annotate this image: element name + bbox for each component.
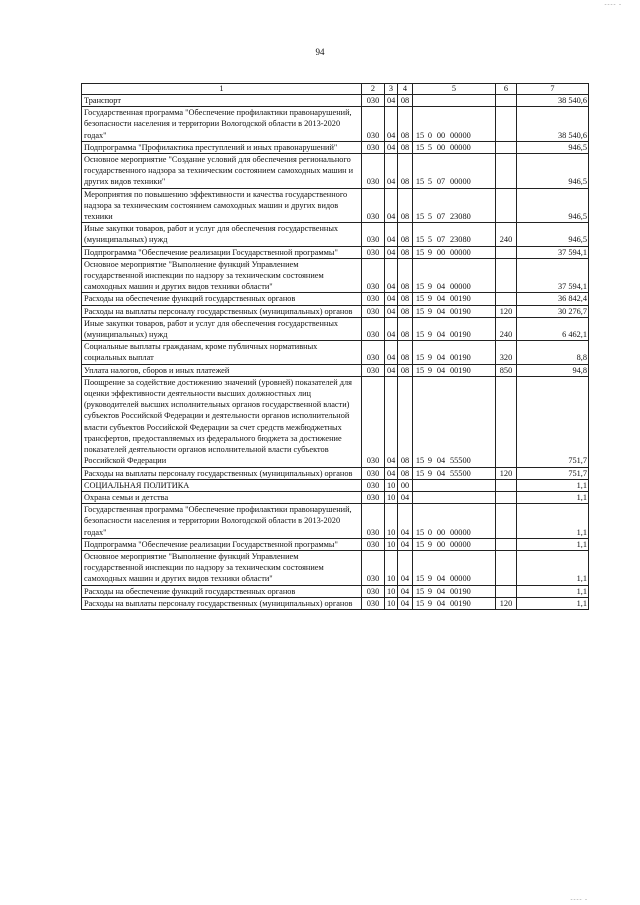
row-section-code: 10 [385,538,398,550]
row-name: Подпрограмма "Обеспечение реализации Государственной программы" [82,538,362,550]
row-expense-type [496,258,517,293]
target-code-part: 9 [427,586,433,596]
target-code-part: 15 [415,330,425,340]
table-row [82,341,589,364]
target-code-part: 15 [415,177,425,187]
row-ministry-code: 030 [362,223,385,246]
row-section-code: 10 [385,550,398,585]
target-code-part: 00190 [450,598,471,608]
target-code-part: 5 [427,142,433,152]
row-subsection-code: 08 [398,293,413,305]
table-row [82,154,589,189]
row-subsection-code: 08 [398,141,413,153]
row-ministry-code: 030 [362,305,385,317]
row-name: Социальные выплаты гражданам, кроме публичных нормативных социальных выплат [82,341,362,364]
target-code-part: 15 [415,353,425,363]
row-target-code [413,107,496,142]
target-code-part: 55500 [450,456,471,466]
row-target-code [413,258,496,293]
table-row [82,258,589,293]
table-row [82,305,589,317]
row-ministry-code: 030 [362,188,385,223]
target-code-part: 15 [415,247,425,257]
row-subsection-code: 04 [398,504,413,539]
target-code-part: 00 [436,527,446,537]
target-code-part: 00 [436,247,446,257]
row-amount: 751,7 [517,467,589,479]
row-expense-type [496,585,517,597]
row-expense-type: 240 [496,317,517,340]
row-name: Охрана семьи и детства [82,491,362,503]
row-ministry-code: 030 [362,246,385,258]
row-expense-type [496,246,517,258]
table-row [82,317,589,340]
target-code-part: 15 [415,539,425,549]
corner-mark: ‑‑‑‑ ‑ [570,897,588,903]
row-expense-type [496,95,517,107]
table-row [82,223,589,246]
target-code-part: 9 [427,456,433,466]
row-ministry-code: 030 [362,364,385,376]
row-target-code [413,188,496,223]
row-amount: 8,8 [517,341,589,364]
budget-table [81,83,589,610]
row-ministry-code: 030 [362,141,385,153]
row-name: Иные закупки товаров, работ и услуг для обеспечения государственных (муниципальных) нужд [82,223,362,246]
target-code-part: 9 [427,330,433,340]
row-amount: 37 594,1 [517,258,589,293]
target-code-part: 23080 [450,235,471,245]
row-amount: 1,1 [517,504,589,539]
row-amount: 1,1 [517,538,589,550]
table-row [82,504,589,539]
target-code-part: 9 [427,282,433,292]
row-subsection-code: 08 [398,305,413,317]
table-row [82,491,589,503]
target-code-part: 9 [427,574,433,584]
row-ministry-code: 030 [362,597,385,609]
header-cell: 2 [362,84,385,95]
row-target-code [413,341,496,364]
row-name: Расходы на обеспечение функций государственных органов [82,293,362,305]
table-row [82,538,589,550]
row-expense-type: 240 [496,223,517,246]
row-ministry-code: 030 [362,550,385,585]
row-expense-type [496,141,517,153]
row-expense-type [496,491,517,503]
row-name: Иные закупки товаров, работ и услуг для обеспечения государственных (муниципальных) нужд [82,317,362,340]
row-amount: 94,8 [517,364,589,376]
header-cell: 1 [82,84,362,95]
row-subsection-code: 04 [398,538,413,550]
row-section-code: 10 [385,479,398,491]
row-amount: 1,1 [517,585,589,597]
target-code-part: 15 [415,282,425,292]
row-section-code: 10 [385,585,398,597]
row-expense-type [496,293,517,305]
target-code-part: 07 [436,212,446,222]
target-code-part: 07 [436,177,446,187]
row-amount: 38 540,6 [517,107,589,142]
target-code-part: 00000 [450,574,471,584]
target-code-part: 04 [436,330,446,340]
row-name: Расходы на обеспечение функций государственных органов [82,585,362,597]
header-cell: 3 [385,84,398,95]
target-code-part: 00190 [450,330,471,340]
target-code-part: 9 [427,306,433,316]
row-name: Мероприятия по повышению эффективности и качества государственного надзора за техническим состоянием самоходных машин и других видов техники [82,188,362,223]
target-code-part: 00190 [450,365,471,375]
row-name: Расходы на выплаты персоналу государственных (муниципальных) органов [82,467,362,479]
target-code-part: 5 [427,212,433,222]
row-target-code [413,141,496,153]
row-target-code [413,597,496,609]
row-section-code: 04 [385,317,398,340]
row-name: Уплата налогов, сборов и иных платежей [82,364,362,376]
row-subsection-code: 08 [398,341,413,364]
target-code-part: 0 [427,527,433,537]
row-amount: 751,7 [517,376,589,467]
row-subsection-code: 08 [398,246,413,258]
target-code-part: 00 [436,130,446,140]
target-code-part: 15 [415,456,425,466]
table-row [82,597,589,609]
row-subsection-code: 04 [398,597,413,609]
row-target-code [413,95,496,107]
target-code-part: 9 [427,539,433,549]
target-code-part: 00190 [450,353,471,363]
target-code-part: 15 [415,468,425,478]
target-code-part: 9 [427,294,433,304]
table-row [82,550,589,585]
target-code-part: 04 [436,574,446,584]
target-code-part: 04 [436,598,446,608]
table-header-row [82,84,589,95]
target-code-part: 15 [415,365,425,375]
row-subsection-code: 04 [398,585,413,597]
target-code-part: 00190 [450,294,471,304]
row-subsection-code: 08 [398,188,413,223]
row-target-code [413,364,496,376]
table-row [82,246,589,258]
row-section-code: 10 [385,491,398,503]
row-target-code [413,305,496,317]
row-name: Основное мероприятие "Выполнение функций Управлением государственной инспекции по надзору за техническим состоянием самоходных машин и других видов техники области" [82,258,362,293]
table-row [82,188,589,223]
target-code-part: 00 [436,142,446,152]
row-subsection-code: 08 [398,154,413,189]
row-target-code [413,246,496,258]
table-row [82,364,589,376]
row-target-code [413,317,496,340]
row-name: Транспорт [82,95,362,107]
row-target-code [413,223,496,246]
table-row [82,376,589,467]
row-target-code [413,376,496,467]
row-section-code: 04 [385,293,398,305]
row-section-code: 04 [385,141,398,153]
row-subsection-code: 08 [398,376,413,467]
row-amount: 6 462,1 [517,317,589,340]
row-section-code: 04 [385,95,398,107]
row-expense-type [496,538,517,550]
target-code-part: 5 [427,177,433,187]
row-section-code: 10 [385,597,398,609]
row-amount: 37 594,1 [517,246,589,258]
row-section-code: 04 [385,305,398,317]
row-expense-type: 320 [496,341,517,364]
row-name: Основное мероприятие "Выполнение функций Управлением государственной инспекции по надзору за техническим состоянием самоходных машин и других видов техники области" [82,550,362,585]
row-subsection-code: 08 [398,317,413,340]
row-ministry-code: 030 [362,293,385,305]
row-section-code: 04 [385,376,398,467]
target-code-part: 9 [427,598,433,608]
target-code-part: 04 [436,365,446,375]
table-row [82,107,589,142]
row-target-code [413,538,496,550]
row-ministry-code: 030 [362,538,385,550]
corner-mark: ‑‑‑‑ ‑ [604,2,622,8]
target-code-part: 15 [415,586,425,596]
row-amount: 38 540,6 [517,95,589,107]
row-amount: 946,5 [517,223,589,246]
table-row [82,479,589,491]
row-section-code: 04 [385,341,398,364]
table-row [82,293,589,305]
row-subsection-code: 00 [398,479,413,491]
row-ministry-code: 030 [362,107,385,142]
row-expense-type [496,550,517,585]
row-amount: 30 276,7 [517,305,589,317]
row-name: Государственная программа "Обеспечение профилактики правонарушений, безопасности населения и территории Вологодской области в 2013-2020 годах" [82,504,362,539]
page-number: 94 [315,47,325,57]
target-code-part: 00190 [450,586,471,596]
row-ministry-code: 030 [362,95,385,107]
row-subsection-code: 08 [398,467,413,479]
target-code-part: 15 [415,306,425,316]
target-code-part: 04 [436,294,446,304]
target-code-part: 00000 [450,527,471,537]
row-expense-type [496,107,517,142]
target-code-part: 00000 [450,130,471,140]
target-code-part: 15 [415,235,425,245]
row-target-code [413,504,496,539]
row-section-code: 04 [385,246,398,258]
row-target-code [413,467,496,479]
target-code-part: 0 [427,130,433,140]
target-code-part: 00000 [450,247,471,257]
row-expense-type: 120 [496,597,517,609]
row-amount: 1,1 [517,550,589,585]
target-code-part: 15 [415,142,425,152]
header-cell: 5 [413,84,496,95]
row-name: Подпрограмма "Обеспечение реализации Государственной программы" [82,246,362,258]
target-code-part: 15 [415,212,425,222]
row-ministry-code: 030 [362,341,385,364]
row-expense-type [496,504,517,539]
target-code-part: 00000 [450,142,471,152]
row-subsection-code: 08 [398,107,413,142]
row-ministry-code: 030 [362,479,385,491]
target-code-part: 9 [427,353,433,363]
row-section-code: 04 [385,258,398,293]
target-code-part: 9 [427,365,433,375]
target-code-part: 15 [415,598,425,608]
target-code-part: 55500 [450,468,471,478]
target-code-part: 9 [427,247,433,257]
row-expense-type [496,188,517,223]
header-cell: 6 [496,84,517,95]
row-target-code [413,293,496,305]
row-amount: 946,5 [517,154,589,189]
row-section-code: 04 [385,107,398,142]
row-target-code [413,585,496,597]
row-expense-type: 120 [496,467,517,479]
row-ministry-code: 030 [362,585,385,597]
header-cell: 4 [398,84,413,95]
row-subsection-code: 08 [398,364,413,376]
row-ministry-code: 030 [362,376,385,467]
row-ministry-code: 030 [362,491,385,503]
row-expense-type: 850 [496,364,517,376]
row-name: Расходы на выплаты персоналу государственных (муниципальных) органов [82,305,362,317]
row-amount: 36 842,4 [517,293,589,305]
target-code-part: 00 [436,539,446,549]
row-ministry-code: 030 [362,154,385,189]
table-row [82,467,589,479]
target-code-part: 04 [436,468,446,478]
table-row [82,585,589,597]
row-subsection-code: 08 [398,95,413,107]
row-section-code: 04 [385,467,398,479]
target-code-part: 00000 [450,539,471,549]
row-name: Расходы на выплаты персоналу государственных (муниципальных) органов [82,597,362,609]
row-subsection-code: 04 [398,491,413,503]
target-code-part: 07 [436,235,446,245]
target-code-part: 04 [436,353,446,363]
row-subsection-code: 04 [398,550,413,585]
row-section-code: 04 [385,188,398,223]
target-code-part: 23080 [450,212,471,222]
row-amount: 946,5 [517,188,589,223]
row-expense-type [496,154,517,189]
target-code-part: 00190 [450,306,471,316]
row-amount: 1,1 [517,491,589,503]
target-code-part: 04 [436,306,446,316]
target-code-part: 04 [436,586,446,596]
row-expense-type [496,376,517,467]
row-target-code [413,491,496,503]
row-name: Основное мероприятие "Создание условий для обеспечения регионального государственного надзора за техническим состоянием самоходных машин и других видов техники" [82,154,362,189]
row-amount: 1,1 [517,597,589,609]
row-section-code: 10 [385,504,398,539]
row-name: Подпрограмма "Профилактика преступлений и иных правонарушений" [82,141,362,153]
row-ministry-code: 030 [362,317,385,340]
table-row [82,141,589,153]
target-code-part: 15 [415,527,425,537]
row-section-code: 04 [385,154,398,189]
target-code-part: 04 [436,282,446,292]
row-expense-type [496,479,517,491]
row-name: Государственная программа "Обеспечение профилактики правонарушений, безопасности населения и территории Вологодской области в 2013-2020 годах" [82,107,362,142]
row-subsection-code: 08 [398,223,413,246]
table-row [82,95,589,107]
row-target-code [413,479,496,491]
target-code-part: 15 [415,574,425,584]
target-code-part: 00000 [450,282,471,292]
row-target-code [413,154,496,189]
row-name: Поощрение за содействие достижению значений (уровней) показателей для оценки эффективности деятельности высших должностных лиц (руководителей высших исполнительных органов государственной власти) субъектов Российской Федерации и деятельности органов исполнительной власти субъектов Российской Федерации за счет средств межбюджетных трансфертов, предоставляемых из федерального бюджета за достижение показателей деятельности органов исполнительной власти субъектов Российской Федерации [82,376,362,467]
target-code-part: 15 [415,294,425,304]
row-amount: 1,1 [517,479,589,491]
target-code-part: 5 [427,235,433,245]
row-section-code: 04 [385,223,398,246]
row-name: СОЦИАЛЬНАЯ ПОЛИТИКА [82,479,362,491]
target-code-part: 00000 [450,177,471,187]
target-code-part: 04 [436,456,446,466]
row-amount: 946,5 [517,141,589,153]
row-ministry-code: 030 [362,258,385,293]
row-ministry-code: 030 [362,467,385,479]
target-code-part: 15 [415,130,425,140]
row-expense-type: 120 [496,305,517,317]
row-subsection-code: 08 [398,258,413,293]
row-ministry-code: 030 [362,504,385,539]
target-code-part: 9 [427,468,433,478]
header-cell: 7 [517,84,589,95]
row-target-code [413,550,496,585]
row-section-code: 04 [385,364,398,376]
